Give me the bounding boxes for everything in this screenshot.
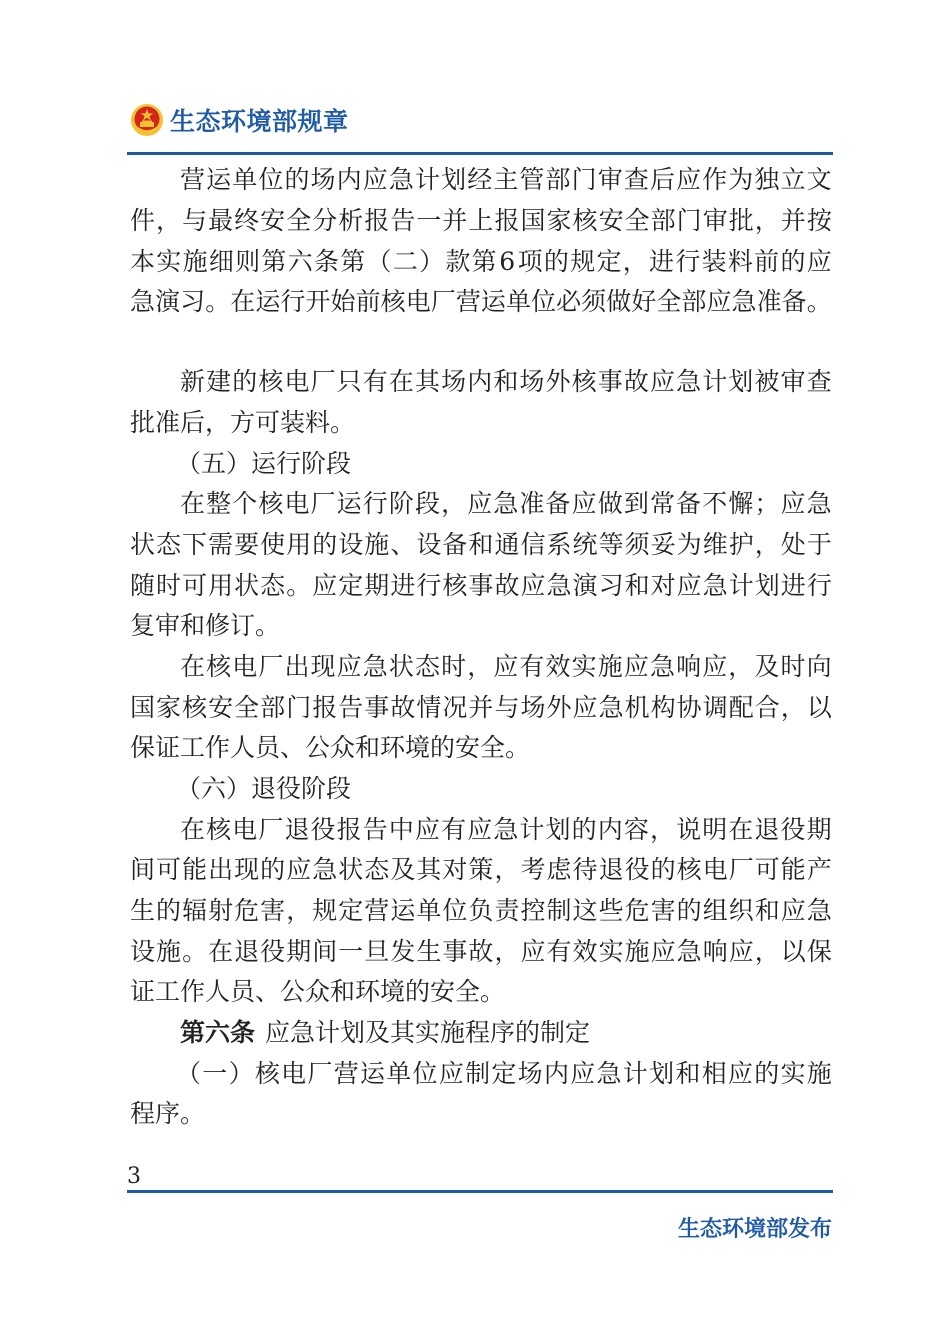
paragraph-line: 新 建 的 核 电 厂 只 有 在 其 场 内 和 场 外 核 事 故 应 急 计 划 被 审 查: [180, 367, 832, 396]
article-heading: [130, 1015, 590, 1051]
paragraph-line: 在 核 电 厂 出 现 应 急 状 态 时 ， 应 有 效 实 施 应 急 响 应 ， 及 时 向: [180, 652, 832, 681]
paragraph-line: 生 的 辐 射 危 害 ， 规 定 营 运 单 位 负 责 控 制 这 些 危 害 的 组 织 和 应 急: [130, 896, 832, 925]
paragraph-line: 在 核 电 厂 退 役 报 告 中 应 有 应 急 计 划 的 内 容 ， 说 明 在 退 役 期: [180, 815, 832, 844]
paragraph-line: 营 运 单 位 的 场 内 应 急 计 划 经 主 管 部 门 审 查 后 应 作 为 独 立 文: [180, 165, 832, 194]
paragraph-line: 在 整 个 核 电 厂 运 行 阶 段 ， 应 急 准 备 应 做 到 常 备 不 懈 ； 应 急: [180, 489, 832, 518]
page-header: [130, 98, 349, 142]
section-heading: （六）退役阶段: [176, 774, 352, 803]
header-divider: [127, 152, 833, 155]
paragraph-line: 随 时 可 用 状 态 。 应 定 期 进 行 核 事 故 应 急 演 习 和 对 应 急 计 划 进 行: [130, 571, 832, 600]
article-label: 第六条: [180, 1018, 256, 1047]
national-emblem-icon: [130, 103, 164, 137]
section-heading: （五）运行阶段: [176, 449, 352, 478]
page-number: 3: [127, 1164, 141, 1189]
paragraph-line: （ 一 ） 核 电 厂 营 运 单 位 应 制 定 场 内 应 急 计 划 和 相 应 的 实 施: [176, 1059, 832, 1088]
paragraph-line: 急 演 习 。 在 运 行 开 始 前 核 电 厂 营 运 单 位 必 须 做 好 全 部 应 急 准 备 。: [130, 287, 832, 316]
paragraph-line: 间 可 能 出 现 的 应 急 状 态 及 其 对 策 ， 考 虑 待 退 役 的 核 电 厂 可 能 产: [130, 855, 832, 884]
paragraph-line: 程序。: [130, 1099, 206, 1128]
footer-divider: [127, 1190, 833, 1193]
paragraph-line: 本 实 施 细 则 第 六 条 第 （ 二 ） 款 第 6 项 的 规 定 ， 进 行 装 料 前 的 应: [130, 247, 832, 276]
header-title: 生态环境部规章: [170, 107, 349, 136]
paragraph-line: 设 施 。 在 退 役 期 间 一 旦 发 生 事 故 ， 应 有 效 实 施 应 急 响 应 ， 以 保: [130, 937, 832, 966]
article-title: 应急计划及其实施程序的制定: [265, 1018, 591, 1047]
paragraph-line: 件 ， 与 最 终 安 全 分 析 报 告 一 并 上 报 国 家 核 安 全 部 门 审 批 ， 并 按: [130, 206, 832, 235]
paragraph-line: 状 态 下 需 要 使 用 的 设 施 、 设 备 和 通 信 系 统 等 须 妥 为 维 护 ， 处 于: [130, 530, 832, 559]
paragraph-line: 保证工作人员、公众和环境的安全。: [130, 733, 531, 762]
paragraph-line: 证工作人员、公众和环境的安全。: [130, 977, 506, 1006]
paragraph-line: 批准后，方可装料。: [130, 408, 356, 437]
paragraph-line: 复审和修订。: [130, 611, 281, 640]
footer-publisher: 生态环境部发布: [677, 1217, 832, 1242]
paragraph-line: 国 家 核 安 全 部 门 报 告 事 故 情 况 并 与 场 外 应 急 机 构 协 调 配 合 ， 以: [130, 693, 832, 722]
